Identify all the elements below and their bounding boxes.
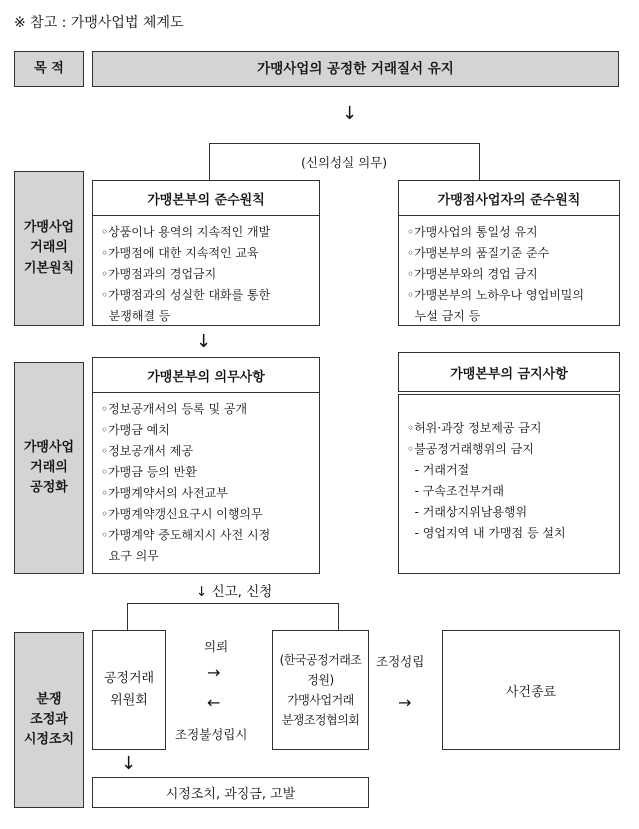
franchisor-principles-list [93, 216, 319, 327]
purpose-text: 가맹사업의 공정한 거래질서 유지 [92, 51, 619, 87]
dispute-bracket-right [338, 603, 339, 630]
arrow-right-icon: → [398, 693, 412, 712]
arrow-down-icon: ↓ [342, 103, 358, 124]
good-faith-bracket-right [479, 143, 480, 180]
franchisee-principles-box [398, 180, 620, 326]
list-item: ◦가맹금 등의 반환 [101, 465, 197, 479]
refer-label: 의뢰 [204, 639, 229, 654]
list-item: ◦가맹계약갱신요구시 이행의무 [101, 507, 263, 521]
list-item: - 구속조건부거래 [407, 484, 504, 498]
mediation-failed-label: 조정불성립시 [175, 727, 248, 742]
franchisor-prohibitions-box [398, 394, 620, 574]
franchisor-duties-list [93, 393, 319, 567]
page-title: ※ 참고 : 가맹사업법 체계도 [14, 15, 184, 31]
list-item: ◦가맹사업의 통일성 유지 [407, 225, 538, 239]
franchisor-prohibitions-title-box [398, 352, 620, 392]
arrow-left-icon: ← [207, 693, 221, 712]
dispute-label: 분쟁 조정과 시정조치 [14, 632, 84, 808]
case-closed-box: 사건종료 [442, 630, 620, 750]
arrow-down-icon: ↓ [121, 753, 137, 774]
list-item: 요구 의무 [101, 549, 159, 563]
good-faith-bracket-left [209, 143, 210, 180]
franchisee-principles-list [399, 216, 619, 327]
report-label: ↓ 신고, 신청 [196, 584, 273, 600]
list-item: 누설 금지 등 [407, 309, 481, 323]
franchisor-principles-title: 가맹본부의 준수원칙 [93, 181, 319, 216]
good-faith-label: (신의성실 의무) [301, 155, 388, 170]
list-item: ◦가맹점과의 성실한 대화를 통한 [101, 288, 271, 302]
list-item: ◦가맹본부와의 경업 금지 [407, 267, 538, 281]
arrow-right-icon: → [207, 663, 221, 682]
list-item: ◦허위·과장 정보제공 금지 [407, 421, 542, 435]
list-item: ◦상품이나 용역의 지속적인 개발 [101, 225, 271, 239]
list-item: ◦정보공개서의 등록 및 공개 [101, 402, 248, 416]
list-item: ◦가맹금 예치 [101, 423, 170, 437]
list-item: - 거래상지위남용행위 [407, 505, 528, 519]
list-item: ◦가맹계약서의 사전교부 [101, 486, 228, 500]
good-faith-bracket-top [209, 143, 479, 144]
list-item: 분쟁해결 등 [101, 309, 171, 323]
franchisor-duties-title: 가맹본부의 의무사항 [93, 358, 319, 393]
correction-box: 시정조치, 과징금, 고발 [92, 777, 369, 808]
franchisor-duties-box [92, 357, 320, 574]
list-item: ◦가맹본부의 노하우나 영업비밀의 [407, 288, 584, 302]
basic-principles-label: 가맹사업 거래의 기본원칙 [14, 171, 84, 326]
list-item: - 거래거절 [407, 463, 470, 477]
dispute-bracket-left [127, 603, 128, 630]
arrow-down-icon: ↓ [196, 331, 212, 352]
mediation-success-label: 조정성립 [376, 654, 425, 669]
ftc-box: 공정거래 위원회 [92, 630, 166, 750]
franchisee-principles-title: 가맹점사업자의 준수원칙 [399, 181, 619, 216]
list-item: ◦정보공개서 제공 [101, 444, 194, 458]
mediation-council-box: (한국공정거래조 정원) 가맹사업거래 분쟁조정협의회 [272, 630, 369, 750]
purpose-label: 목 적 [14, 51, 84, 87]
franchisor-principles-box [92, 180, 320, 326]
fairness-label: 가맹사업 거래의 공정화 [14, 362, 84, 574]
list-item: ◦가맹점과의 경업금지 [101, 267, 217, 281]
franchisor-prohibitions-list [399, 395, 619, 544]
list-item: ◦불공정거래행위의 금지 [407, 442, 534, 456]
franchisor-prohibitions-title: 가맹본부의 금지사항 [450, 366, 568, 382]
list-item: ◦가맹계약 중도해지시 사전 시정 [101, 528, 271, 542]
list-item: - 영업지역 내 가맹점 등 설치 [407, 526, 566, 540]
list-item: ◦가맹본부의 품질기준 준수 [407, 246, 550, 260]
dispute-bracket-top [127, 603, 338, 604]
list-item: ◦가맹점에 대한 지속적인 교육 [101, 246, 259, 260]
